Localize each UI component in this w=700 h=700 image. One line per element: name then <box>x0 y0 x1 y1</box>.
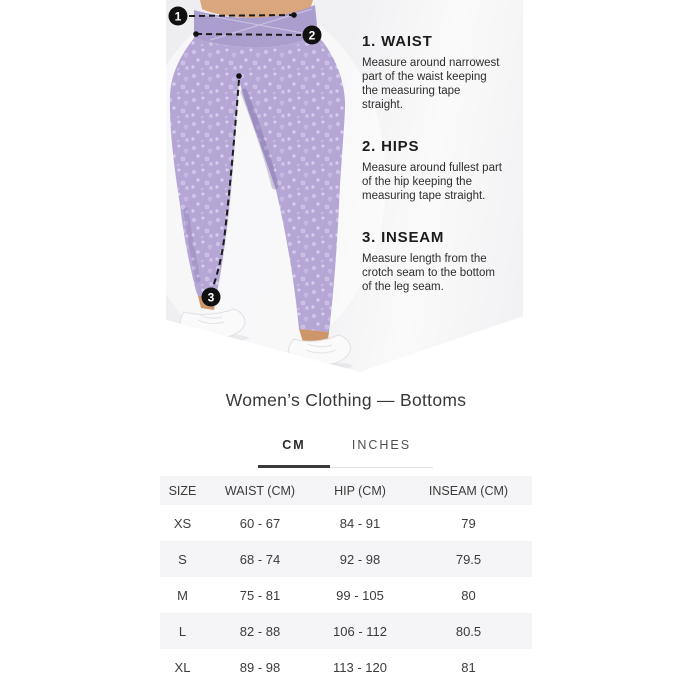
hip-measure-endpoint-dot <box>193 31 199 37</box>
size-cell: M <box>177 587 188 603</box>
hip-cell: 84 - 91 <box>339 515 381 531</box>
tab-inches[interactable]: INCHES <box>330 438 433 468</box>
waist-cell: 68 - 74 <box>239 551 281 567</box>
step-body: Measure length from the crotch seam to the bottom of the leg seam. <box>362 253 495 293</box>
inseam-cell: 79.5 <box>455 551 482 567</box>
step-body: Measure around narrowest part of the waist keeping the measuring tape straight. <box>362 57 500 111</box>
table-header-row <box>160 476 532 505</box>
tab-cm[interactable]: CM <box>258 438 330 468</box>
size-chart-section <box>160 372 532 685</box>
unit-tabs <box>258 438 532 468</box>
waist-cell: 89 - 98 <box>239 659 281 675</box>
step-heading: 3. INSEAM <box>362 229 445 246</box>
table-row-xl <box>160 649 532 685</box>
instruction-step-inseam <box>362 230 514 294</box>
step-heading: 1. WAIST <box>362 33 433 50</box>
right-shoe-shadow <box>289 362 353 370</box>
hip-cell: 106 - 112 <box>333 623 387 639</box>
size-cell: S <box>178 551 187 567</box>
step-body: Measure around fullest part of the hip keeping the measuring tape straight. <box>362 162 502 202</box>
size-chart-title: Women’s Clothing — Bottoms <box>225 390 467 410</box>
hip-cell: 92 - 98 <box>339 551 381 567</box>
callout-1-number: 1 <box>174 9 182 24</box>
instruction-step-waist <box>362 34 514 112</box>
table-row-l <box>160 613 532 649</box>
callout-3-number: 3 <box>207 290 215 305</box>
hip-cell: 113 - 120 <box>333 659 387 675</box>
header-inseam: INSEAM (CM) <box>428 483 509 498</box>
measuring-instructions <box>362 34 514 294</box>
header-hip: HIP (CM) <box>334 483 386 498</box>
hip-cell: 99 - 105 <box>336 587 384 603</box>
size-cell: XL <box>174 659 191 675</box>
size-cell: XS <box>173 515 192 531</box>
inseam-measure-endpoint-dot <box>236 73 242 79</box>
inseam-cell: 80 <box>461 587 476 603</box>
waist-cell: 75 - 81 <box>239 587 281 603</box>
left-shoe-shadow <box>177 334 249 342</box>
size-table <box>160 476 532 685</box>
inseam-cell: 80.5 <box>455 623 482 639</box>
table-row-m <box>160 577 532 613</box>
inseam-cell: 81 <box>461 659 476 675</box>
table-row-s <box>160 541 532 577</box>
instruction-step-hips <box>362 139 514 203</box>
table-row-xs <box>160 505 532 541</box>
header-size: SIZE <box>168 483 197 498</box>
size-cell: L <box>178 623 187 639</box>
header-waist: WAIST (CM) <box>224 483 296 498</box>
callout-2-number: 2 <box>308 28 316 43</box>
step-heading: 2. HIPS <box>362 138 420 155</box>
waist-cell: 60 - 67 <box>239 515 281 531</box>
waist-cell: 82 - 88 <box>239 623 281 639</box>
waist-measure-endpoint-dot <box>291 12 297 18</box>
inseam-cell: 79 <box>461 515 476 531</box>
